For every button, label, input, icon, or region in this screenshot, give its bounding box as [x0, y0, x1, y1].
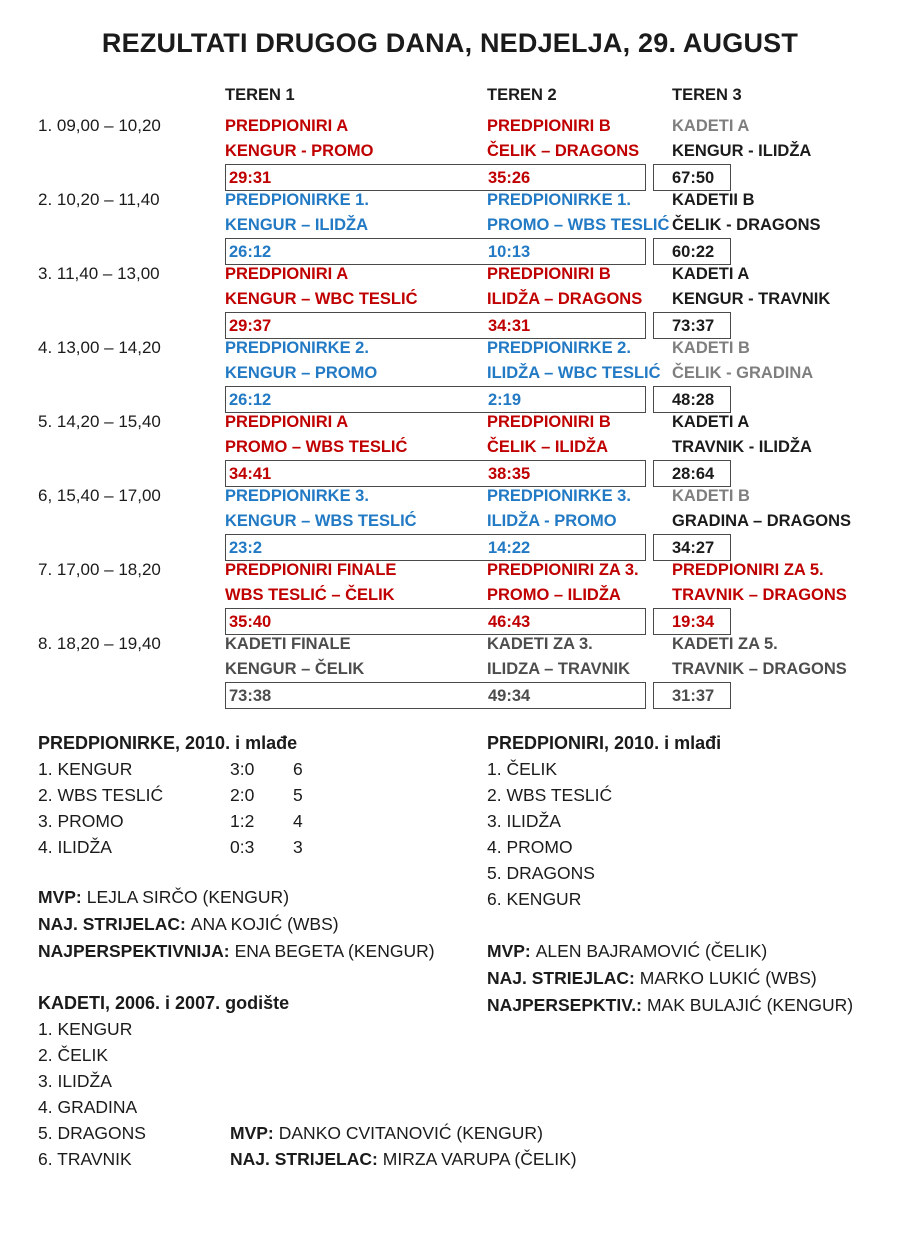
team-record: 2:0 — [230, 785, 255, 805]
award-line — [487, 965, 853, 992]
team-name: 3. PROMO — [38, 811, 124, 831]
game-score: 60:22 — [672, 243, 715, 261]
standings-row: 2. WBS TESLIĆ — [487, 785, 613, 805]
time-slot: 8. 18,20 – 19,40 — [38, 634, 161, 653]
standings-predpioniri — [487, 730, 887, 912]
game-score: 73:38 — [229, 687, 272, 705]
game-teams: ILIDŽA – WBC TESLIĆ — [487, 364, 661, 382]
award-label: NAJ. STRIJELAC: — [230, 1149, 378, 1169]
schedule-row-8 — [0, 630, 900, 704]
standings-row: 5. DRAGONS — [38, 1123, 146, 1143]
schedule-row-5 — [0, 408, 900, 482]
game-teams: ČELIK - DRAGONS — [672, 216, 821, 234]
score-box-wide — [225, 682, 646, 709]
game-score: 49:34 — [488, 687, 531, 705]
game-teams: ČELIK – ILIDŽA — [487, 438, 609, 456]
standings-row: 1. ČELIK — [487, 759, 558, 779]
award-line — [487, 938, 853, 965]
game-score: 35:40 — [229, 613, 272, 631]
award-label: NAJPERSEPKTIV.: — [487, 995, 642, 1015]
game-teams: GRADINA – DRAGONS — [672, 512, 852, 530]
game-teams: ILIDZA – TRAVNIK — [487, 660, 630, 678]
time-slot: 3. 11,40 – 13,00 — [38, 264, 160, 283]
game-category: PREDPIONIRKE 1. — [225, 191, 369, 209]
team-points: 6 — [293, 759, 303, 779]
game-category: KADETI ZA 5. — [672, 635, 778, 653]
game-teams: TRAVNIK - ILIDŽA — [672, 438, 812, 456]
team-points: 3 — [293, 837, 303, 857]
award-label: NAJPERSPEKTIVNIJA: — [38, 941, 230, 961]
game-category: KADETI A — [672, 413, 750, 431]
standings-title: KADETI, 2006. i 2007. godište — [38, 993, 290, 1013]
game-teams: WBS TESLIĆ – ČELIK — [225, 586, 395, 604]
game-score: 10:13 — [488, 243, 531, 261]
team-points: 5 — [293, 785, 303, 805]
schedule-row-2 — [0, 186, 900, 260]
game-category: PREDPIONIRKE 2. — [487, 339, 631, 357]
award-label: MVP: — [230, 1123, 274, 1143]
court-headers — [0, 86, 900, 110]
game-score: 26:12 — [229, 391, 272, 409]
team-record: 1:2 — [230, 811, 255, 831]
standings-predpionirke — [38, 730, 458, 860]
game-category: KADETI A — [672, 265, 750, 283]
game-category: PREDPIONIRI A — [225, 117, 349, 135]
standings-row: 6. KENGUR — [487, 889, 582, 909]
game-teams: ILIDŽA - PROMO — [487, 512, 617, 530]
game-score: 67:50 — [672, 169, 715, 187]
game-category: KADETI A — [672, 117, 750, 135]
game-score: 34:31 — [488, 317, 531, 335]
game-category: KADETII B — [672, 191, 755, 209]
game-score: 26:12 — [229, 243, 272, 261]
game-category: KADETI B — [672, 339, 750, 357]
award-line — [38, 911, 435, 938]
game-score: 19:34 — [672, 613, 715, 631]
standings-row — [38, 808, 458, 834]
game-teams: KENGUR – WBS TESLIĆ — [225, 512, 417, 530]
award-line — [38, 938, 435, 965]
award-label: NAJ. STRIJELAC: — [38, 914, 186, 934]
game-score: 73:37 — [672, 317, 715, 335]
game-teams: KENGUR – ILIDŽA — [225, 216, 369, 234]
game-teams: KENGUR – WBC TESLIĆ — [225, 290, 418, 308]
game-category: KADETI B — [672, 487, 750, 505]
team-record: 3:0 — [230, 759, 255, 779]
game-category: KADETI ZA 3. — [487, 635, 593, 653]
time-slot: 4. 13,00 – 14,20 — [38, 338, 161, 357]
award-value: MIRZA VARUPA (ČELIK) — [382, 1149, 577, 1169]
score-box-small — [653, 682, 731, 709]
awards-predpionirke — [38, 884, 435, 965]
game-category: PREDPIONIRI FINALE — [225, 561, 397, 579]
schedule-row-6 — [0, 482, 900, 556]
game-score: 34:27 — [672, 539, 715, 557]
game-score: 46:43 — [488, 613, 531, 631]
standings-row: 4. GRADINA — [38, 1097, 138, 1117]
schedule-row-1 — [0, 112, 900, 186]
game-teams: ILIDŽA – DRAGONS — [487, 290, 643, 308]
page-title: REZULTATI DRUGOG DANA, NEDJELJA, 29. AUGUST — [101, 28, 799, 58]
game-score: 29:31 — [229, 169, 272, 187]
award-value: MARKO LUKIĆ (WBS) — [639, 968, 817, 988]
game-category: PREDPIONIRI ZA 5. — [672, 561, 824, 579]
court-header-teren-2: TEREN 2 — [487, 86, 557, 104]
game-category: PREDPIONIRI B — [487, 265, 611, 283]
standings-title: PREDPIONIRI, 2010. i mlađi — [487, 733, 722, 753]
game-score: 23:2 — [229, 539, 263, 557]
game-teams: TRAVNIK – DRAGONS — [672, 660, 847, 678]
standings-row: 6. TRAVNIK — [38, 1149, 132, 1169]
standings-row — [38, 834, 458, 860]
awards-kadeti — [230, 1120, 577, 1172]
game-teams: PROMO – ILIDŽA — [487, 586, 621, 604]
time-slot: 1. 09,00 – 10,20 — [38, 116, 161, 135]
game-category: KADETI FINALE — [225, 635, 351, 653]
standings-row: 2. ČELIK — [38, 1045, 109, 1065]
game-teams: KENGUR - PROMO — [225, 142, 374, 160]
award-value: MAK BULAJIĆ (KENGUR) — [646, 995, 854, 1015]
schedule-row-3 — [0, 260, 900, 334]
game-teams: KENGUR – ČELIK — [225, 660, 365, 678]
standings-row: 1. KENGUR — [38, 1019, 133, 1039]
standings-row: 5. DRAGONS — [487, 863, 595, 883]
time-slot: 2. 10,20 – 11,40 — [38, 190, 160, 209]
time-slot: 7. 17,00 – 18,20 — [38, 560, 161, 579]
game-teams: PROMO – WBS TESLIĆ — [487, 216, 670, 234]
game-score: 34:41 — [229, 465, 272, 483]
game-score: 31:37 — [672, 687, 715, 705]
standings-title: PREDPIONIRKE, 2010. i mlađe — [38, 733, 298, 753]
game-category: PREDPIONIRI ZA 3. — [487, 561, 639, 579]
game-score: 48:28 — [672, 391, 715, 409]
game-category: PREDPIONIRI B — [487, 117, 611, 135]
game-category: PREDPIONIRI A — [225, 413, 349, 431]
standings-row — [38, 756, 458, 782]
awards-predpioniri — [487, 938, 853, 1019]
award-value: ALEN BAJRAMOVIĆ (ČELIK) — [535, 941, 768, 961]
standings-row: 3. ILIDŽA — [38, 1071, 112, 1091]
award-label: MVP: — [38, 887, 82, 907]
game-teams: PROMO – WBS TESLIĆ — [225, 438, 408, 456]
time-slot: 5. 14,20 – 15,40 — [38, 412, 161, 431]
game-score: 35:26 — [488, 169, 531, 187]
game-score: 29:37 — [229, 317, 272, 335]
award-label: MVP: — [487, 941, 531, 961]
standings-row: 3. ILIDŽA — [487, 811, 561, 831]
award-line — [230, 1120, 577, 1146]
game-category: PREDPIONIRKE 3. — [487, 487, 631, 505]
time-slot: 6, 15,40 – 17,00 — [38, 486, 161, 505]
team-name: 1. KENGUR — [38, 759, 133, 779]
game-category: PREDPIONIRKE 2. — [225, 339, 369, 357]
award-value: ANA KOJIĆ (WBS) — [190, 914, 339, 934]
schedule-row-7 — [0, 556, 900, 630]
game-teams: ČELIK – DRAGONS — [487, 142, 640, 160]
team-name: 4. ILIDŽA — [38, 837, 112, 857]
team-name: 2. WBS TESLIĆ — [38, 785, 164, 805]
game-teams: KENGUR - TRAVNIK — [672, 290, 831, 308]
game-teams: TRAVNIK – DRAGONS — [672, 586, 847, 604]
standings-row: 4. PROMO — [487, 837, 573, 857]
game-score: 2:19 — [488, 391, 522, 409]
game-score: 14:22 — [488, 539, 531, 557]
standings-row — [38, 782, 458, 808]
game-score: 38:35 — [488, 465, 531, 483]
schedule-row-4 — [0, 334, 900, 408]
award-value: LEJLA SIRČO (KENGUR) — [86, 887, 290, 907]
game-teams: KENGUR - ILIDŽA — [672, 142, 812, 160]
award-value: DANKO CVITANOVIĆ (KENGUR) — [278, 1123, 543, 1143]
court-header-teren-1: TEREN 1 — [225, 86, 295, 104]
game-teams: ČELIK - GRADINA — [672, 364, 814, 382]
game-score: 28:64 — [672, 465, 715, 483]
team-points: 4 — [293, 811, 303, 831]
court-header-teren-3: TEREN 3 — [672, 86, 742, 104]
game-category: PREDPIONIRI A — [225, 265, 349, 283]
award-value: ENA BEGETA (KENGUR) — [234, 941, 435, 961]
game-category: PREDPIONIRKE 1. — [487, 191, 631, 209]
award-line — [230, 1146, 577, 1172]
game-category: PREDPIONIRI B — [487, 413, 611, 431]
award-label: NAJ. STRIEJLAC: — [487, 968, 635, 988]
game-teams: KENGUR – PROMO — [225, 364, 378, 382]
game-category: PREDPIONIRKE 3. — [225, 487, 369, 505]
team-record: 0:3 — [230, 837, 255, 857]
award-line — [38, 884, 435, 911]
award-line — [487, 992, 853, 1019]
